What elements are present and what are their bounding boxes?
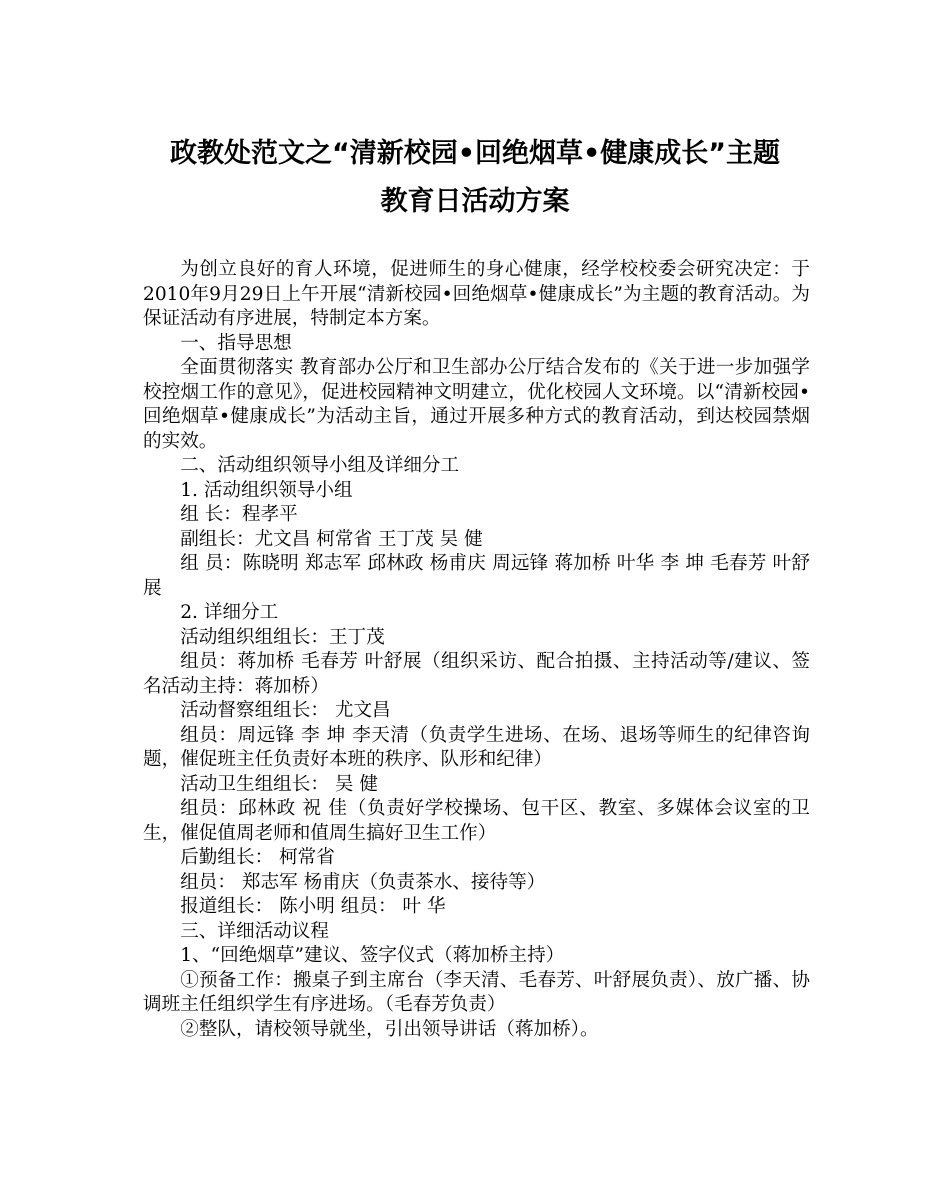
intro-paragraph: 为创立良好的育人环境，促进师生的身心健康，经学校校委会研究决定：于2010年9月29日上午开展“清新校园•回绝烟草•健康成长”为主题的教育活动。为保证活动有序进展，特制定本方案。 xyxy=(143,259,810,329)
agenda-item-1: 1、“回绝烟草”建议、签字仪式（蒋加桥主持） xyxy=(180,945,565,966)
report-group-line: 报道组长： 陈小明 组员： 叶 华 xyxy=(180,896,446,917)
document-title-line-2: 教育日活动方案 xyxy=(380,186,570,217)
subheading-leadership-group: 1. 活动组织领导小组 xyxy=(180,479,353,501)
supervision-group-members: 组员：周远锋 李 坤 李天清（负责学生进场、在场、退场等师生的纪律咨询题，催促班主任负责好本班的秩序、队形和纪律） xyxy=(143,724,810,770)
guiding-ideology-paragraph: 全面贯彻落实 教育部办公厅和卫生部办公厅结合发布的《关于进一步加强学校控烟工作的意见》，促进校园精神文明建立，优化校园人文环境。以“清新校园•回绝烟草•健康成长”为活动主旨，通过开展多种方式的教育活动，到达校园禁烟的实效。 xyxy=(143,357,810,452)
hygiene-group-members: 组员：邱林政 祝 佳（负责好学校操场、包干区、教室、多媒体会议室的卫生，催促值周老师和值周生搞好卫生工作） xyxy=(143,798,810,844)
deputy-leaders-line: 副组长：尤文昌 柯常省 王丁茂 吴 健 xyxy=(180,528,483,550)
logistics-group-leader: 后勤组长： 柯常省 xyxy=(180,847,335,868)
supervision-group-leader: 活动督察组组长： 尤文昌 xyxy=(180,700,391,721)
hygiene-group-leader: 活动卫生组组长： 吴 健 xyxy=(180,773,378,795)
document-title-line-1: 政教处范文之“清新校园•回绝烟草•健康成长”主题 xyxy=(169,138,780,169)
leader-line: 组 长：程孝平 xyxy=(180,504,298,525)
logistics-group-members: 组员： 郑志军 杨甫庆（负责茶水、接待等） xyxy=(180,871,546,893)
section-heading-agenda: 三、详细活动议程 xyxy=(180,920,329,942)
section-heading-organization: 二、活动组织领导小组及详细分工 xyxy=(180,455,460,476)
organizing-group-members: 组员：蒋加桥 毛春芳 叶舒展（组织采访、配合拍摄、主持活动等/建议、签名活动主持：蒋加桥） xyxy=(143,651,810,697)
agenda-step-preparation: ①预备工作：搬桌子到主席台（李天清、毛春芳、叶舒展负责）、放广播、协调班主任组织学生有序进场。（毛春芳负责） xyxy=(143,969,810,1015)
agenda-step-assembly: ②整队，请校领导就坐，引出领导讲话（蒋加桥）。 xyxy=(180,1018,599,1040)
group-members-line: 组 员：陈晓明 郑志军 邱林政 杨甫庆 周远锋 蒋加桥 叶华 李 坤 毛春芳 叶舒展 xyxy=(143,553,810,599)
subheading-division-of-labor: 2. 详细分工 xyxy=(180,602,279,623)
organizing-group-leader: 活动组织组组长：王丁茂 xyxy=(180,626,385,648)
document-body xyxy=(143,258,810,1042)
section-heading-guiding-ideology: 一、指导思想 xyxy=(180,332,292,354)
